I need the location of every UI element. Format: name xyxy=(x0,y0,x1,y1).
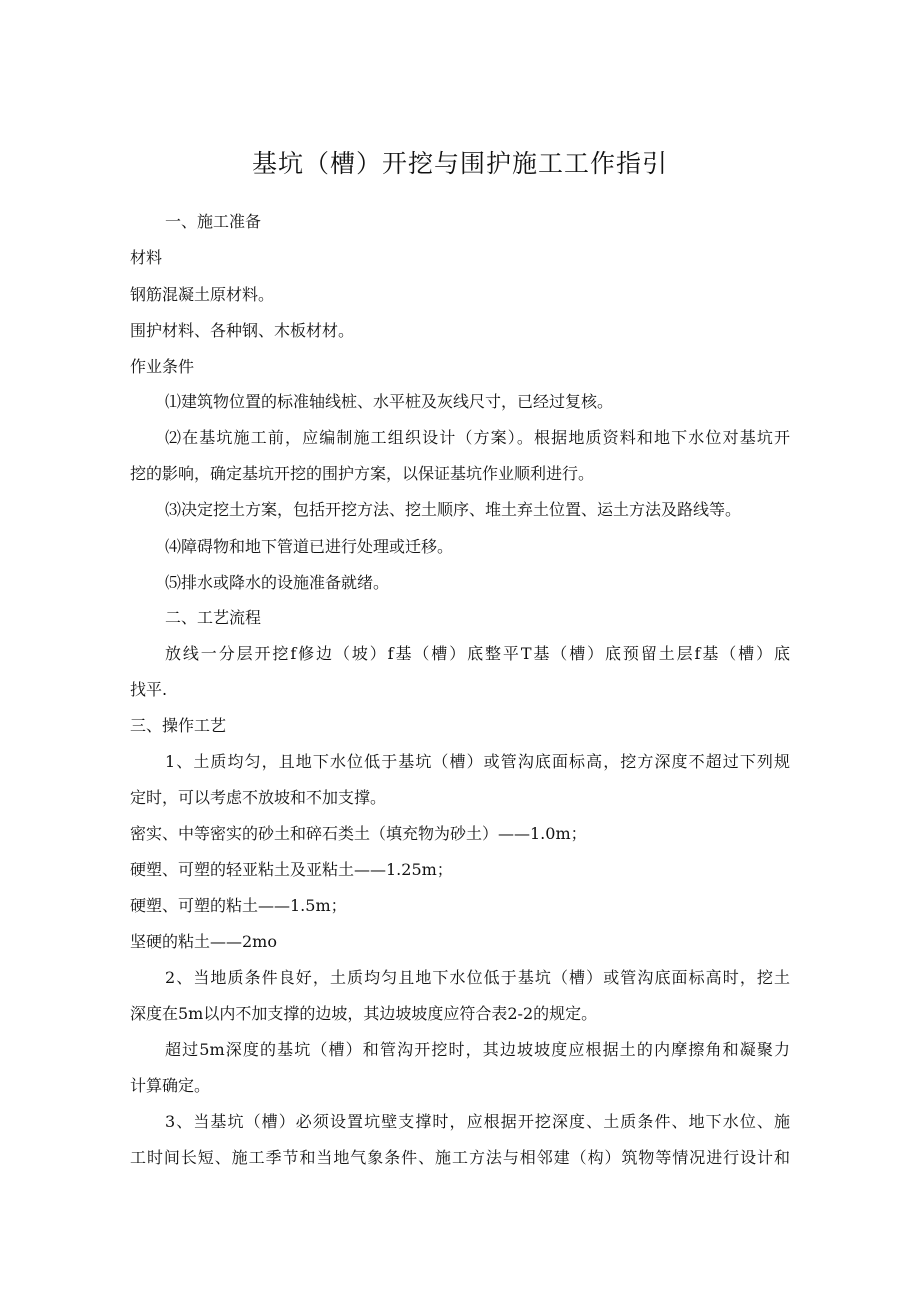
paragraph-line: 坚硬的粘土——2mo xyxy=(130,932,277,951)
list-item: ⑵在基坑施工前，应编制施工组织设计（方案）。根据地质资料和地下水位对基坑开 xyxy=(165,428,790,447)
list-item: ⑷障碍物和地下管道已进行处理或迁移。 xyxy=(165,537,454,556)
section-heading-operation: 三、操作工艺 xyxy=(130,716,227,735)
section-heading-process: 二、工艺流程 xyxy=(165,608,262,627)
paragraph-line: 计算确定。 xyxy=(130,1076,211,1095)
list-item: ⑴建筑物位置的标准轴线桩、水平桩及灰线尺寸，已经过复核。 xyxy=(165,392,614,411)
paragraph-line: 2、当地质条件良好，土质均匀且地下水位低于基坑（槽）或管沟底面标高时，挖土 xyxy=(165,968,790,987)
paragraph-line: 挖的影响，确定基坑开挖的围护方案，以保证基坑作业顺利进行。 xyxy=(130,464,595,483)
page-title: 基坑（槽）开挖与围护施工工作指引 xyxy=(251,149,668,178)
paragraph-line: 围护材料、各种钢、木板材材。 xyxy=(130,321,355,340)
list-item: ⑸排水或降水的设施准备就绪。 xyxy=(165,573,390,592)
paragraph-line: 定时，可以考虑不放坡和不加支撑。 xyxy=(130,788,387,807)
paragraph-line: 3、当基坑（槽）必须设置坑壁支撑时，应根据开挖深度、土质条件、地下水位、施 xyxy=(165,1112,790,1131)
list-item: ⑶决定挖土方案，包括开挖方法、挖土顺序、堆土弃土位置、运土方法及路线等。 xyxy=(165,500,742,519)
subheading-conditions: 作业条件 xyxy=(130,357,195,376)
paragraph-line: 钢筋混凝土原材料。 xyxy=(130,285,275,304)
paragraph-line: 硬塑、可塑的轻亚粘土及亚粘土——1.25m； xyxy=(130,860,453,879)
paragraph-line: 硬塑、可塑的粘土——1.5m； xyxy=(130,896,347,915)
paragraph-line: 密实、中等密实的砂土和碎石类土（填充物为砂土）——1.0m； xyxy=(130,824,587,843)
subheading-materials: 材料 xyxy=(130,248,163,267)
paragraph-line: 找平. xyxy=(130,680,168,699)
paragraph-line: 超过5m深度的基坑（槽）和管沟开挖时，其边坡坡度应根据土的内摩擦角和凝聚力 xyxy=(165,1040,790,1059)
paragraph-line: 1、土质均匀，且地下水位低于基坑（槽）或管沟底面标高，挖方深度不超过下列规 xyxy=(165,752,790,771)
section-heading-preparation: 一、施工准备 xyxy=(165,212,262,231)
paragraph-line: 深度在5m以内不加支撑的边坡，其边坡坡度应符合表2-2的规定。 xyxy=(130,1004,598,1023)
paragraph-line: 工时间长短、施工季节和当地气象条件、施工方法与相邻建（构）筑物等情况进行设计和 xyxy=(130,1148,790,1167)
paragraph-line: 放线一分层开挖f修边（坡）f基（槽）底整平T基（槽）底预留土层f基（槽）底 xyxy=(165,644,790,663)
